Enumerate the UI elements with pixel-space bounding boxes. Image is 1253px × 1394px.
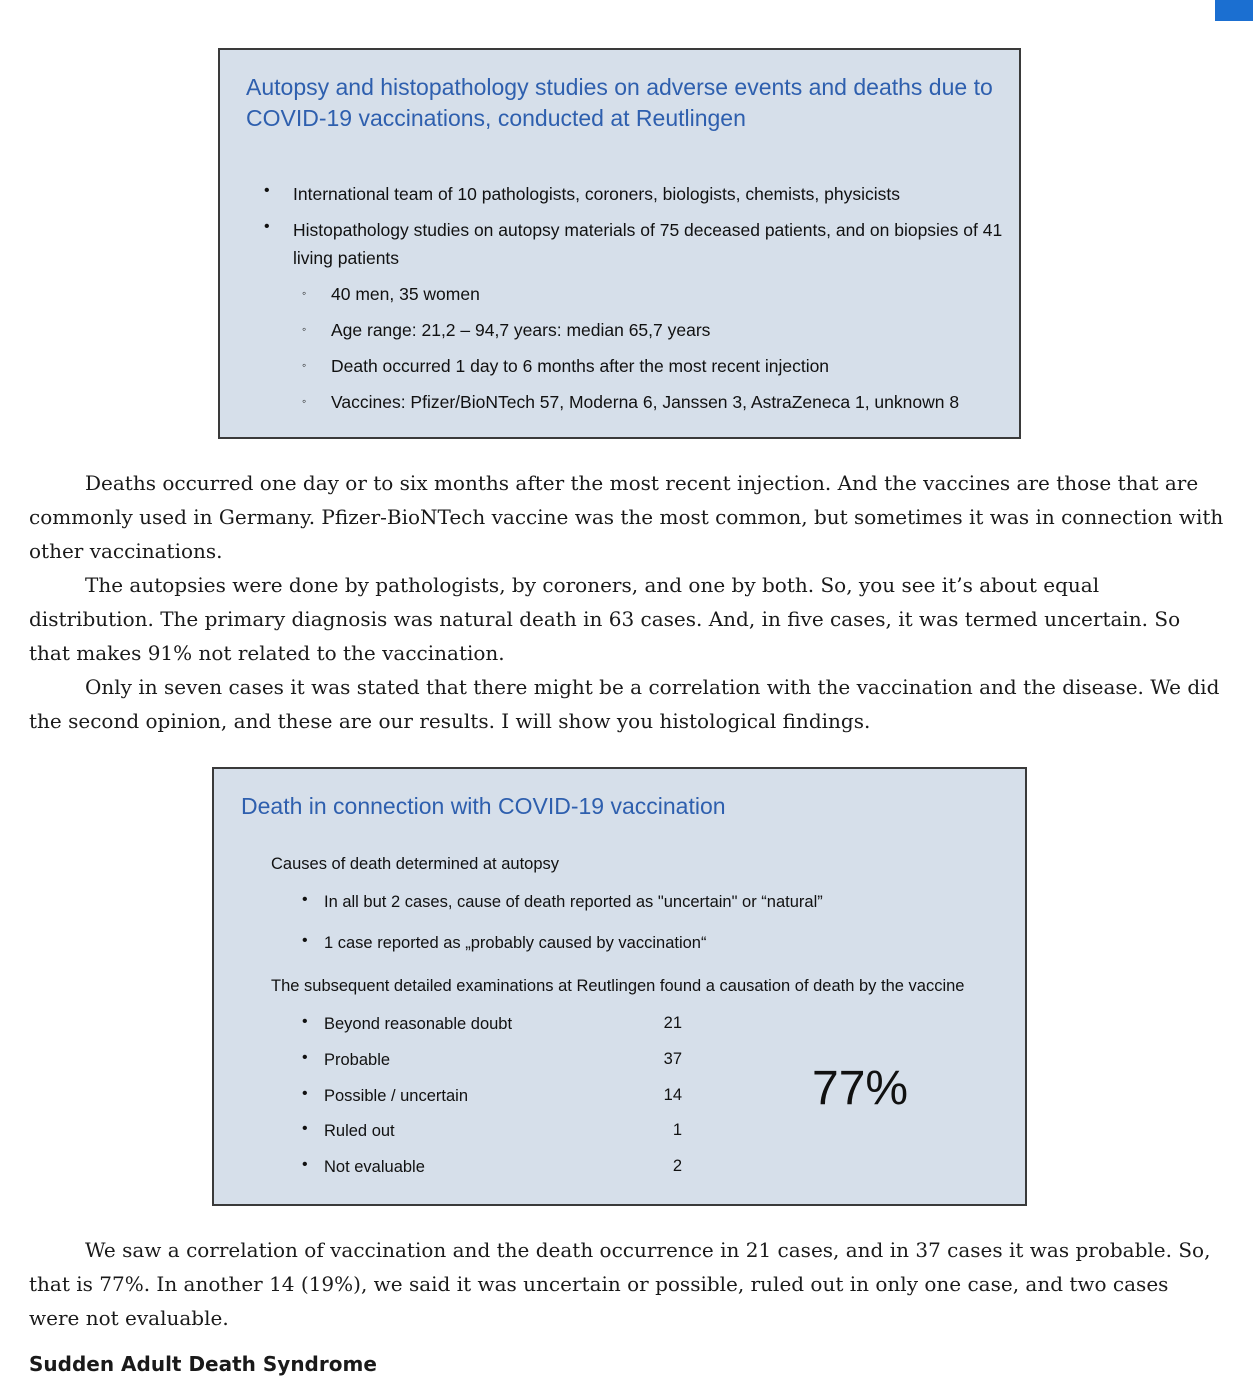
result-label: Possible / uncertain bbox=[324, 1087, 468, 1105]
slide-title: Death in connection with COVID-19 vaccination bbox=[241, 793, 726, 819]
bullet-text: International team of 10 pathologists, coroners, biologists, chemists, physicists bbox=[293, 184, 900, 204]
paragraph: We saw a correlation of vaccination and the death occurrence in 21 cases, and in 37 cases it was probable. So, that is 77%. In another 14 (19%), we said it was uncertain or possible, ruled out in only one case, and two cases were not evaluable. bbox=[29, 1238, 1211, 1330]
result-value: 21 bbox=[663, 1014, 682, 1032]
result-value: 2 bbox=[672, 1157, 682, 1175]
bullet-icon: • bbox=[302, 1156, 308, 1173]
causes-heading: Causes of death determined at autopsy bbox=[271, 855, 560, 873]
bullet-icon: • bbox=[302, 932, 308, 949]
bullet-icon: • bbox=[264, 182, 270, 199]
result-label: Beyond reasonable doubt bbox=[324, 1015, 513, 1033]
bullet-text: Histopathology studies on autopsy materials of 75 deceased patients, and on biopsies of 41 living patients bbox=[293, 220, 1003, 268]
section-heading: Sudden Adult Death Syndrome bbox=[29, 1352, 377, 1376]
bullet-icon: • bbox=[302, 1120, 308, 1137]
result-label: Not evaluable bbox=[324, 1158, 425, 1176]
bullet-icon: • bbox=[302, 1085, 308, 1102]
percent-figure: 77% bbox=[812, 1062, 909, 1115]
sub-bullet-icon: ◦ bbox=[302, 322, 307, 336]
cause-item: In all but 2 cases, cause of death reported as "uncertain" or “natural” bbox=[324, 893, 823, 911]
slide-title: Autopsy and histopathology studies on adverse events and deaths due to COVID-19 vaccinations, conducted at Reutlingen bbox=[246, 74, 993, 131]
result-label: Ruled out bbox=[324, 1122, 395, 1140]
bullet-icon: • bbox=[302, 1049, 308, 1066]
bullet-icon: • bbox=[302, 891, 308, 908]
paragraph: Only in seven cases it was stated that there might be a correlation with the vaccination and the disease. We did the second opinion, and these are our results. I will show you histological findings. bbox=[29, 675, 1220, 733]
sub-bullet-icon: ◦ bbox=[302, 286, 307, 300]
sub-bullet-text: Death occurred 1 day to 6 months after the most recent injection bbox=[331, 356, 830, 376]
slide-autopsy-studies bbox=[218, 48, 1021, 439]
subsequent-text: The subsequent detailed examinations at Reutlingen found a causation of death by the vaccine bbox=[271, 977, 965, 995]
paragraph: Deaths occurred one day or to six months after the most recent injection. And the vaccines are those that are commonly used in Germany. Pfizer-BioNTech vaccine was the most common, but sometimes it was in connection with other vaccinations. bbox=[29, 471, 1224, 563]
sub-bullet-icon: ◦ bbox=[302, 358, 307, 372]
bullet-icon: • bbox=[264, 218, 270, 235]
sub-bullet-icon: ◦ bbox=[302, 394, 307, 408]
sub-bullet-text: Age range: 21,2 – 94,7 years: median 65,7 years bbox=[331, 320, 711, 340]
slide-death-vaccination bbox=[212, 767, 1027, 1206]
result-value: 14 bbox=[663, 1086, 682, 1104]
sub-bullet-text: Vaccines: Pfizer/BioNTech 57, Moderna 6, Janssen 3, AstraZeneca 1, unknown 8 bbox=[331, 392, 960, 412]
corner-tab[interactable] bbox=[1215, 0, 1253, 21]
sub-bullet-text: 40 men, 35 women bbox=[331, 284, 480, 304]
paragraph: The autopsies were done by pathologists, by coroners, and one by both. So, you see it’s about equal distribution. The primary diagnosis was natural death in 63 cases. And, in five cases, it was termed uncertain. So that makes 91% not related to the vaccination. bbox=[29, 573, 1181, 665]
bullet-icon: • bbox=[302, 1013, 308, 1030]
result-label: Probable bbox=[324, 1051, 391, 1069]
result-value: 37 bbox=[663, 1050, 682, 1068]
result-value: 1 bbox=[672, 1121, 682, 1139]
cause-item: 1 case reported as „probably caused by vaccination“ bbox=[324, 934, 707, 952]
